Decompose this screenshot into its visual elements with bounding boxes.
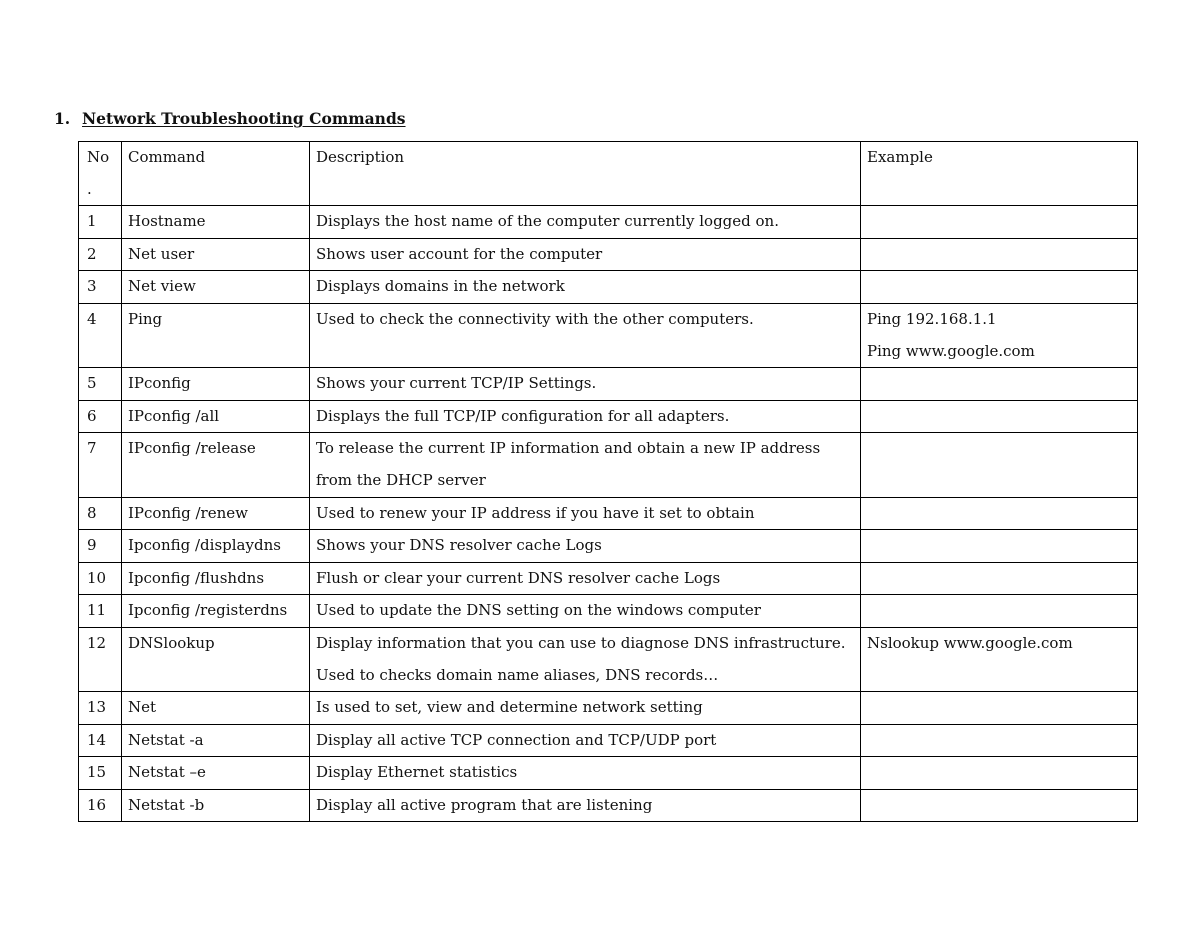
row-description (310, 789, 861, 822)
description-line: Shows your current TCP/IP Settings. (316, 374, 597, 393)
row-example (861, 562, 1138, 595)
row-description (310, 303, 861, 367)
row-example (861, 303, 1138, 367)
table-row (79, 789, 1138, 822)
row-example (861, 271, 1138, 304)
row-command: Net view (122, 271, 310, 304)
table-row (79, 238, 1138, 271)
description-line: Used to update the DNS setting on the windows computer (316, 601, 761, 620)
header-example: Example (861, 142, 1138, 206)
row-command: IPconfig /all (122, 400, 310, 433)
row-number: 9 (79, 530, 122, 563)
row-command: Ping (122, 303, 310, 367)
row-command: Ipconfig /registerdns (122, 595, 310, 628)
row-command: Net (122, 692, 310, 725)
description-line: Used to checks domain name aliases, DNS records… (316, 665, 719, 684)
row-description (310, 595, 861, 628)
table-row (79, 627, 1138, 691)
row-number: 7 (79, 433, 122, 497)
row-number: 6 (79, 400, 122, 433)
row-example (861, 206, 1138, 239)
header-description: Description (310, 142, 861, 206)
row-command: IPconfig /renew (122, 497, 310, 530)
header-command: Command (122, 142, 310, 206)
table-row (79, 433, 1138, 497)
table-row (79, 757, 1138, 790)
row-number: 11 (79, 595, 122, 628)
table-row (79, 530, 1138, 563)
row-number: 10 (79, 562, 122, 595)
header-no (79, 142, 122, 206)
section-title: Network Troubleshooting Commands (82, 109, 406, 128)
description-line: Display all active TCP connection and TCP/UDP port (316, 730, 717, 749)
description-line: Display Ethernet statistics (316, 763, 518, 782)
table-row (79, 724, 1138, 757)
row-command: Net user (122, 238, 310, 271)
table-row (79, 400, 1138, 433)
header-no-label: No (87, 148, 110, 166)
row-description (310, 627, 861, 691)
row-description (310, 497, 861, 530)
table-row (79, 497, 1138, 530)
row-example (861, 627, 1138, 691)
table-row (79, 595, 1138, 628)
section-heading (54, 109, 406, 128)
description-line: Flush or clear your current DNS resolver cache Logs (316, 568, 721, 587)
row-command: IPconfig /release (122, 433, 310, 497)
row-example (861, 595, 1138, 628)
row-description (310, 530, 861, 563)
table-row (79, 303, 1138, 367)
row-number: 2 (79, 238, 122, 271)
row-description (310, 271, 861, 304)
row-command: Netstat -b (122, 789, 310, 822)
example-line: Ping 192.168.1.1 (867, 309, 997, 328)
row-number: 1 (79, 206, 122, 239)
row-description (310, 724, 861, 757)
row-example (861, 530, 1138, 563)
row-command: Ipconfig /displaydns (122, 530, 310, 563)
description-line: Displays domains in the network (316, 277, 565, 296)
row-command: DNSlookup (122, 627, 310, 691)
row-example (861, 238, 1138, 271)
example-line: Ping www.google.com (867, 341, 1035, 360)
table-body (79, 206, 1138, 822)
description-line: Shows your DNS resolver cache Logs (316, 536, 602, 555)
row-number: 3 (79, 271, 122, 304)
row-example (861, 433, 1138, 497)
row-number: 8 (79, 497, 122, 530)
description-line: Display information that you can use to diagnose DNS infrastructure. (316, 633, 846, 652)
description-line: Used to check the connectivity with the other computers. (316, 309, 754, 328)
row-number: 12 (79, 627, 122, 691)
row-number: 4 (79, 303, 122, 367)
table-row (79, 271, 1138, 304)
row-example (861, 692, 1138, 725)
row-description (310, 400, 861, 433)
table-row (79, 368, 1138, 401)
description-line: Used to renew your IP address if you have it set to obtain (316, 503, 755, 522)
header-no-dot: . (87, 179, 92, 198)
row-command: Hostname (122, 206, 310, 239)
table-row (79, 692, 1138, 725)
description-line: Shows user account for the computer (316, 244, 603, 263)
commands-table (78, 141, 1138, 822)
row-description (310, 368, 861, 401)
row-description (310, 562, 861, 595)
description-line: Displays the full TCP/IP configuration for all adapters. (316, 406, 730, 425)
row-example (861, 400, 1138, 433)
row-example (861, 789, 1138, 822)
row-number: 5 (79, 368, 122, 401)
row-command: Ipconfig /flushdns (122, 562, 310, 595)
description-line: Is used to set, view and determine network setting (316, 698, 703, 717)
row-example (861, 757, 1138, 790)
example-line: Nslookup www.google.com (867, 633, 1073, 652)
row-command: IPconfig (122, 368, 310, 401)
table-row (79, 206, 1138, 239)
section-number: 1. (54, 109, 71, 128)
description-line: from the DHCP server (316, 470, 486, 489)
row-description (310, 433, 861, 497)
row-command: Netstat –e (122, 757, 310, 790)
row-number: 14 (79, 724, 122, 757)
table-header-row (79, 142, 1138, 206)
row-command: Netstat -a (122, 724, 310, 757)
row-description (310, 757, 861, 790)
row-example (861, 497, 1138, 530)
description-line: Display all active program that are listening (316, 795, 653, 814)
row-example (861, 724, 1138, 757)
row-number: 15 (79, 757, 122, 790)
row-description (310, 692, 861, 725)
table-row (79, 562, 1138, 595)
row-example (861, 368, 1138, 401)
description-line: To release the current IP information and obtain a new IP address (316, 439, 821, 458)
row-number: 13 (79, 692, 122, 725)
description-line: Displays the host name of the computer currently logged on. (316, 212, 779, 231)
row-number: 16 (79, 789, 122, 822)
row-description (310, 206, 861, 239)
row-description (310, 238, 861, 271)
